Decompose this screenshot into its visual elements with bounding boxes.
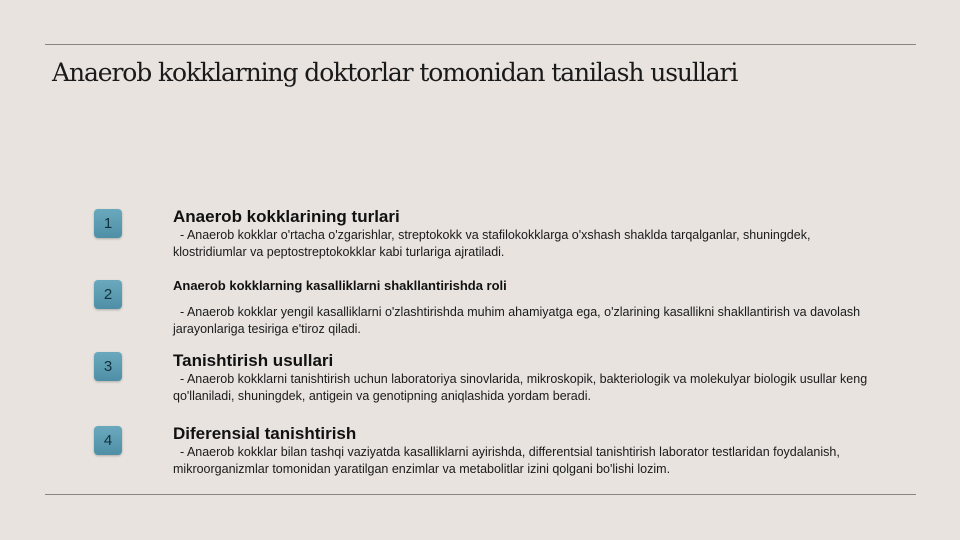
item-heading: Tanishtirish usullari: [173, 351, 334, 370]
slide-title: Anaerob kokklarning doktorlar tomonidan tanilash usullari: [52, 58, 738, 87]
item-description: - Anaerob kokklarni tanishtirish uchun laboratoriya sinovlarida, mikroskopik, bakteriologik va molekulyar biologik usullar keng qo'llaniladi, shuningdek, antigein va genotipning aniqlashida yordam beradi.: [173, 372, 868, 403]
item-description: - Anaerob kokklar yengil kasalliklarni o'zlashtirishda muhim ahamiyatga ega, o'zlarining kasallikni shakllantirish va davolash jarayonlariga tesiriga e'tiroz qiladi.: [173, 305, 861, 336]
item-heading: Anaerob kokklarning kasalliklarni shakllantirishda roli: [173, 278, 507, 293]
item-heading: Anaerob kokklarining turlari: [173, 207, 400, 226]
item-description: - Anaerob kokklar o'rtacha o'zgarishlar, streptokokk va stafilokokklarga o'xshash shaklda tarqalganlar, shuningdek, klostridiumlar va peptostreptokokklar kabi turlariga ajratiladi.: [173, 228, 811, 259]
item-description: - Anaerob kokklar bilan tashqi vaziyatda kasalliklarni ayirishda, differentsial tanishtirish laborator testlaridan foydalanish, mikroorganizmlar tomonidan yaratilgan enzimlar va metabolitlar izini qolgani bo'lishi lozim.: [173, 445, 840, 476]
number-badge: 4: [94, 426, 122, 455]
bottom-divider: [45, 494, 916, 495]
number-badge: 3: [94, 352, 122, 381]
item-heading: Diferensial tanishtirish: [173, 424, 357, 443]
top-divider: [45, 44, 916, 45]
number-badge: 2: [94, 280, 122, 309]
number-badge: 1: [94, 209, 122, 238]
